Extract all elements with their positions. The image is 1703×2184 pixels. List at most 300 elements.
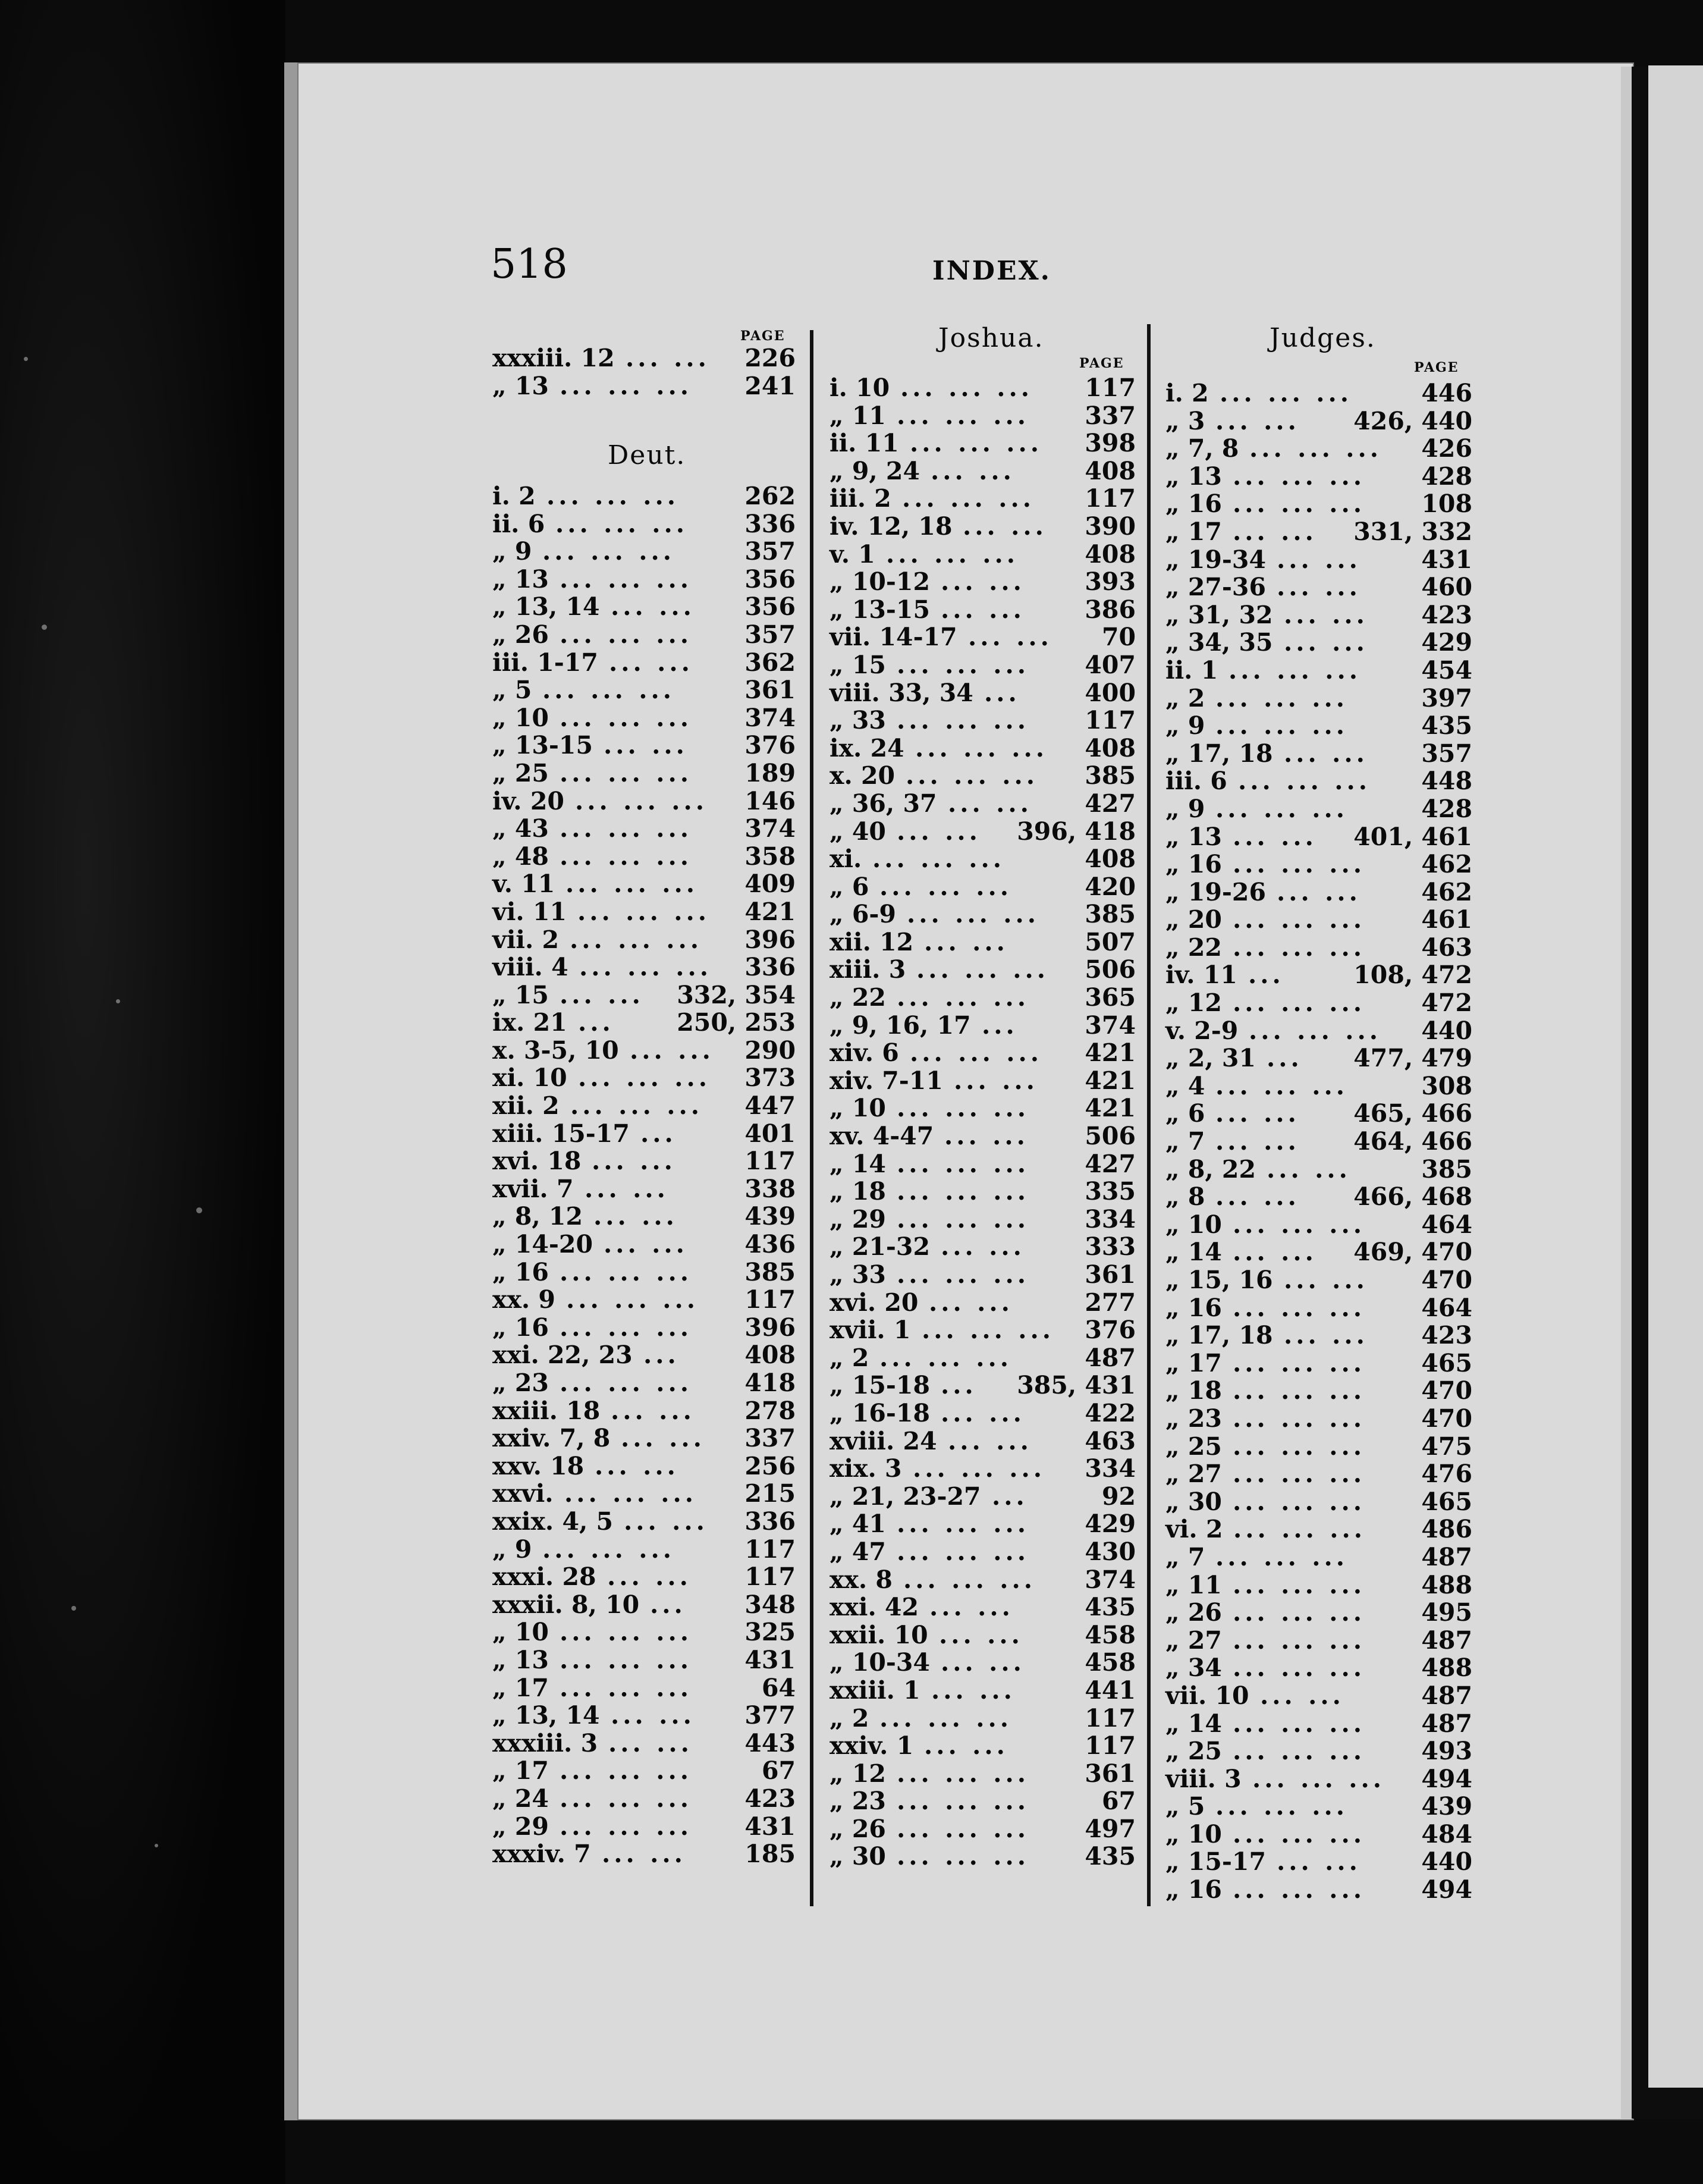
scripture-reference: „ 34, 35 (1165, 628, 1273, 657)
index-entry (1165, 1183, 1472, 1211)
scripture-reference: „ 4 (1165, 1071, 1205, 1100)
page-reference: 396 (744, 1313, 796, 1342)
scripture-reference: „ 13 (492, 371, 549, 400)
scripture-reference: xxi. 42 (829, 1593, 919, 1622)
scripture-reference: „ 9, 16, 17 (829, 1011, 971, 1040)
scripture-reference: v. 2-9 (1165, 1016, 1239, 1045)
index-entry (492, 1702, 796, 1730)
index-entry (492, 1452, 796, 1480)
dot-leader: ... ... ... (1233, 1432, 1366, 1461)
dot-leader: ... ... ... (1249, 1016, 1382, 1045)
dot-leader: ... ... (924, 1732, 1008, 1760)
scripture-reference: xxi. 22, 23 (492, 1341, 633, 1370)
scripture-reference: iv. 20 (492, 786, 564, 815)
index-entry (1165, 1710, 1472, 1738)
dot-leader: ... ... ... (1215, 1072, 1349, 1100)
page-reference: 336 (744, 1507, 796, 1536)
page-reference: 117 (744, 1285, 796, 1314)
page-edge (1621, 67, 1632, 2119)
page-reference: 435 (1421, 711, 1472, 740)
scripture-reference: „ 17, 18 (1165, 739, 1273, 768)
dot-leader: ... ... ... (1215, 1793, 1349, 1821)
page-reference: 385 (1085, 761, 1136, 790)
scripture-reference: xi. 10 (492, 1063, 567, 1093)
index-entry (492, 787, 796, 815)
scripture-reference: „ 15-18 (829, 1371, 930, 1400)
scripture-reference: „ 26 (492, 620, 549, 649)
index-entry (1165, 601, 1472, 629)
scripture-reference: „ 12 (829, 1759, 886, 1788)
page-reference: 436 (744, 1230, 796, 1259)
dot-leader: ... ... ... (879, 873, 1013, 901)
dot-leader: ... ... (1267, 1155, 1351, 1184)
page-reference: 487 (1421, 1542, 1472, 1571)
scripture-reference: „ 17 (1165, 517, 1222, 546)
scripture-reference: xvi. 18 (492, 1147, 582, 1176)
index-entry (492, 815, 796, 843)
index-entry (1165, 1377, 1472, 1405)
dot-leader: ... ... ... (1233, 1460, 1366, 1488)
scripture-reference: „ 17 (1165, 1348, 1222, 1377)
dot-leader: ... ... ... (900, 374, 1033, 402)
scripture-reference: „ 14 (1165, 1709, 1222, 1738)
dot-leader: ... ... (1215, 1183, 1300, 1211)
page-reference: 464 (1421, 1210, 1472, 1239)
scripture-reference: „ 33 (829, 706, 886, 735)
dot-leader: ... ... ... (1233, 1820, 1366, 1849)
scripture-reference: „ 15 (492, 980, 549, 1009)
dot-leader: ... ... ... (913, 1455, 1046, 1483)
page-reference: 262 (744, 482, 796, 510)
index-entry (492, 843, 796, 871)
index-entry (829, 1455, 1136, 1483)
scripture-reference: xxxiii. 3 (492, 1728, 598, 1758)
dot-leader: ... (640, 1119, 677, 1148)
dot-leader: ... ... (626, 344, 710, 372)
page-reference: 487 (1421, 1709, 1472, 1738)
dot-leader: ... ... (963, 512, 1047, 541)
index-entry (492, 1840, 796, 1868)
scripture-reference: xxii. 10 (829, 1620, 928, 1649)
dot-leader: ... ... (608, 1729, 693, 1758)
page-reference: 426 (1421, 434, 1472, 463)
page-reference: 430 (1085, 1537, 1136, 1566)
scripture-reference: „ 3 (1165, 406, 1205, 435)
page-reference: 250, 253 (677, 1008, 796, 1037)
page-reference: 335 (1085, 1177, 1136, 1206)
page-reference: 396, 418 (1017, 817, 1136, 846)
dot-leader: ... ... ... (575, 787, 708, 815)
page-reference: 507 (1085, 927, 1136, 956)
index-entry (829, 1593, 1136, 1621)
dot-leader: ... ... (1277, 1848, 1361, 1877)
dot-leader: ... (982, 1011, 1018, 1040)
dot-leader: ... ... ... (1215, 795, 1349, 823)
index-entry (1165, 851, 1472, 878)
page-reference: 386 (1085, 595, 1136, 624)
dot-leader: ... ... (607, 1563, 692, 1591)
page-reference: 506 (1085, 955, 1136, 984)
dot-leader: ... ... (954, 1066, 1038, 1095)
page-reference: 374 (744, 703, 796, 732)
index-entry (1165, 1322, 1472, 1350)
page-reference: 146 (744, 786, 796, 815)
page-reference: 461 (1421, 905, 1472, 934)
page-reference: 325 (744, 1618, 796, 1647)
scripture-reference: „ 9 (492, 1535, 532, 1564)
dot-leader: ... ... ... (1238, 767, 1371, 795)
index-entry (829, 818, 1136, 846)
index-entry (492, 676, 796, 704)
dot-leader: ... ... ... (922, 1316, 1055, 1344)
index-entry (492, 1480, 796, 1508)
scripture-reference: xiii. 15-17 (492, 1119, 630, 1148)
page-reference: 396 (744, 925, 796, 954)
page-reference: 435 (1085, 1842, 1136, 1871)
index-entry (1165, 1848, 1472, 1876)
index-entry (829, 623, 1136, 651)
page-reference: 189 (744, 758, 796, 787)
index-entry (1165, 961, 1472, 989)
dot-leader: ... ... (941, 1399, 1025, 1427)
scripture-reference: ix. 21 (492, 1008, 567, 1037)
scripture-reference: „ 17 (492, 1756, 549, 1786)
scripture-reference: „ 21-32 (829, 1232, 930, 1262)
scripture-reference: „ 9 (1165, 794, 1205, 823)
dot-leader: ... ... (611, 1702, 695, 1730)
dot-leader: ... ... (1215, 407, 1300, 435)
index-entry (1165, 573, 1472, 601)
page-reference: 421 (1085, 1066, 1136, 1095)
scripture-reference: „ 36, 37 (829, 789, 937, 818)
scripture-reference: xxiv. 7, 8 (492, 1424, 611, 1453)
scripture-reference: „ 13, 14 (492, 592, 600, 622)
dot-leader: ... ... ... (1233, 462, 1366, 491)
scripture-reference: „ 10 (1165, 1210, 1222, 1239)
page-reference: 336 (744, 509, 796, 538)
scripture-reference: „ 29 (492, 1812, 549, 1841)
page-reference: 421 (744, 897, 796, 926)
dot-leader: ... ... ... (1233, 989, 1366, 1017)
scripture-reference: „ 26 (829, 1814, 886, 1843)
index-entry (492, 1009, 796, 1037)
index-entry (829, 1843, 1136, 1871)
scripture-reference: „ 23 (1165, 1404, 1222, 1433)
page-reference: 462 (1421, 850, 1472, 879)
scripture-reference: xix. 3 (829, 1454, 902, 1483)
scripture-reference: „ 40 (829, 817, 886, 846)
dot-leader: ... ... ... (897, 1815, 1030, 1843)
index-entry (829, 1483, 1136, 1511)
index-entry (829, 1122, 1136, 1150)
scripture-reference: „ 25 (1165, 1432, 1222, 1461)
scripture-reference: xii. 12 (829, 927, 914, 956)
index-entry (492, 1785, 796, 1813)
index-entry (829, 707, 1136, 735)
dot-leader: ... ... ... (1233, 1599, 1366, 1627)
page-reference: 385, 431 (1017, 1371, 1136, 1400)
dot-leader: ... ... (941, 1649, 1025, 1677)
dot-leader: ... ... ... (560, 620, 693, 649)
index-entry (829, 1150, 1136, 1178)
dot-leader: ... ... (611, 1397, 695, 1425)
scripture-reference: xxv. 18 (492, 1451, 585, 1480)
index-entry (1165, 1128, 1472, 1156)
page-reference: 429 (1085, 1510, 1136, 1539)
page-reference: 408 (1085, 456, 1136, 485)
dot-leader: ... ... ... (916, 956, 1050, 984)
scripture-reference: „ 7 (1165, 1542, 1205, 1571)
index-entry (1165, 1876, 1472, 1904)
scripture-reference: xvii. 1 (829, 1316, 911, 1345)
page-reference: 338 (744, 1174, 796, 1203)
index-entry (829, 1316, 1136, 1344)
page-reference: 427 (1085, 789, 1136, 818)
index-entry (1165, 1488, 1472, 1516)
dot-leader: ... (1267, 1044, 1303, 1072)
index-entry (492, 649, 796, 677)
dot-leader: ... ... ... (560, 815, 693, 843)
index-entry (829, 541, 1136, 569)
index-entry (829, 402, 1136, 430)
scripture-reference: ix. 24 (829, 733, 904, 762)
page-reference: 117 (744, 1147, 796, 1176)
index-entry (492, 1231, 796, 1259)
page-reference: 117 (1085, 1703, 1136, 1733)
dot-leader: ... ... (1284, 601, 1368, 629)
scripture-reference: „ 14 (829, 1149, 886, 1178)
dot-leader: ... ... ... (910, 1039, 1043, 1067)
page-reference: 431 (1421, 545, 1472, 574)
page-reference: 117 (1085, 1731, 1136, 1761)
dot-leader: ... ... ... (1252, 1765, 1385, 1793)
dot-leader: ... ... ... (564, 1480, 697, 1508)
dot-leader: ... ... (1215, 1100, 1300, 1128)
dot-leader: ... ... ... (1233, 1709, 1366, 1738)
page-reference: 362 (744, 648, 796, 677)
page-reference: 407 (1085, 650, 1136, 679)
scripture-reference: iv. 11 (1165, 961, 1237, 990)
scripture-reference: viii. 4 (492, 953, 568, 982)
index-entry (829, 1178, 1136, 1206)
index-entry (492, 621, 796, 649)
index-entry (492, 1674, 796, 1702)
page-reference: 215 (744, 1479, 796, 1508)
page-reference: 348 (744, 1590, 796, 1619)
dot-leader: ... ... ... (897, 1261, 1030, 1289)
index-entry (492, 1341, 796, 1369)
dot-leader: ... ... ... (910, 429, 1043, 457)
page-reference: 448 (1421, 767, 1472, 796)
page-reference: 361 (744, 676, 796, 705)
scripture-reference: xxxiv. 7 (492, 1840, 591, 1869)
page-reference: 117 (744, 1535, 796, 1564)
dot-leader: ... ... ... (1233, 1349, 1366, 1377)
dot-leader: ... ... (929, 1593, 1014, 1621)
index-entry (1165, 518, 1472, 546)
page-reference: 428 (1421, 462, 1472, 491)
page-reference: 409 (744, 870, 796, 899)
scripture-reference: x. 3-5, 10 (492, 1035, 619, 1065)
page-reference: 495 (1421, 1598, 1472, 1627)
dot-leader: ... ... ... (897, 401, 1030, 430)
page-reference: 400 (1085, 678, 1136, 707)
scripture-reference: viii. 3 (1165, 1764, 1242, 1793)
page-reference: 356 (744, 564, 796, 594)
dot-leader: ... ... ... (579, 953, 712, 981)
page-reference: 365 (1085, 983, 1136, 1012)
dot-leader: ... ... (1215, 1128, 1300, 1156)
scripture-reference: „ 6 (1165, 1099, 1205, 1128)
index-entry (829, 1732, 1136, 1760)
dot-leader: ... ... ... (542, 676, 675, 704)
index-entry (829, 845, 1136, 873)
index-entry (1165, 1156, 1472, 1184)
page-reference: 337 (1085, 401, 1136, 430)
index-entry (492, 1369, 796, 1397)
page-reference: 443 (744, 1728, 796, 1758)
scripture-reference: „ 11 (829, 401, 886, 430)
scripture-reference: v. 11 (492, 870, 555, 899)
index-entry (1165, 740, 1472, 768)
page-reference: 447 (744, 1091, 796, 1121)
dot-leader: ... ... ... (897, 1787, 1030, 1815)
index-entry (492, 510, 796, 538)
dot-leader: ... ... ... (872, 845, 1006, 873)
dot-leader: ... ... (941, 1233, 1025, 1261)
dot-leader: ... ... ... (1233, 906, 1366, 934)
page-reference: 361 (1085, 1759, 1136, 1788)
index-entry (829, 1399, 1136, 1427)
page-reference: 117 (1085, 484, 1136, 513)
index-entry (1165, 934, 1472, 962)
page-reference: 427 (1085, 1149, 1136, 1178)
scripture-reference: iii. 1-17 (492, 648, 598, 677)
page-reference: 333 (1085, 1232, 1136, 1262)
index-entry (1165, 1543, 1472, 1571)
dot-leader: ... ... (621, 1424, 705, 1452)
scripture-reference: „ 16 (1165, 489, 1222, 519)
index-entry (1165, 767, 1472, 795)
index-entry (492, 1757, 796, 1785)
scripture-reference: „ 6 (829, 872, 869, 901)
scripture-reference: „ 13 (492, 564, 549, 594)
scripture-reference: „ 15-17 (1165, 1847, 1266, 1877)
page-reference: 476 (1421, 1460, 1472, 1489)
page-reference: 358 (744, 842, 796, 871)
page-reference: 465, 466 (1353, 1099, 1472, 1128)
page-reference: 423 (744, 1784, 796, 1813)
dot-leader: ... ... ... (897, 1178, 1030, 1206)
dot-leader: ... ... ... (560, 842, 693, 871)
index-entry (1165, 1515, 1472, 1543)
scripture-reference: xi. (829, 845, 862, 874)
index-entry (1165, 1821, 1472, 1849)
scripture-reference: „ 16 (1165, 1293, 1222, 1322)
scripture-reference: vii. 10 (1165, 1681, 1249, 1710)
page-reference: 426, 440 (1353, 406, 1472, 435)
scripture-reference: „ 9, 24 (829, 456, 920, 485)
dot-leader: ... ... ... (565, 870, 699, 898)
dot-leader: ... ... ... (560, 1646, 693, 1674)
scripture-reference: „ 29 (829, 1204, 886, 1234)
dot-leader: ... ... (1284, 629, 1368, 657)
index-entry (1165, 379, 1472, 407)
dot-leader: ... ... ... (879, 1704, 1013, 1733)
dot-leader: ... ... (595, 1452, 679, 1480)
page-reference: 493 (1421, 1737, 1472, 1766)
index-entry (829, 956, 1136, 984)
page-reference: 376 (1085, 1316, 1136, 1345)
dust-speck (24, 357, 28, 361)
index-entry (1165, 463, 1472, 491)
page-reference: 117 (1085, 706, 1136, 735)
dot-leader: ... ... ... (902, 485, 1035, 513)
scripture-reference: xiv. 7-11 (829, 1066, 943, 1095)
dot-leader: ... ... (630, 1036, 714, 1065)
page-reference: 439 (744, 1202, 796, 1231)
dot-leader: ... ... ... (906, 762, 1039, 790)
dot-leader: ... ... ... (560, 1784, 693, 1813)
section-title-joshua: Joshua. (938, 323, 1044, 353)
page-reference: 376 (744, 731, 796, 760)
page-reference: 421 (1085, 1038, 1136, 1068)
scripture-reference: „ 15, 16 (1165, 1266, 1273, 1294)
index-entry (829, 1206, 1136, 1234)
scripture-reference: „ 22 (1165, 933, 1222, 962)
index-entry (1165, 490, 1472, 518)
dot-leader: ... (578, 1009, 614, 1037)
column-divider (1147, 324, 1151, 1906)
scripture-reference: „ 9 (1165, 711, 1205, 740)
page-reference: 488 (1421, 1653, 1472, 1683)
dot-leader: ... ... ... (577, 898, 711, 926)
dot-leader: ... ... ... (566, 1286, 699, 1314)
scripture-reference: „ 16 (492, 1313, 549, 1342)
dot-leader: ... ... (1233, 1238, 1317, 1266)
dot-leader: ... ... ... (560, 1313, 693, 1342)
index-entry (829, 1510, 1136, 1538)
dot-leader: ... ... ... (560, 565, 693, 594)
index-entry (492, 372, 796, 400)
page-reference: 398 (1085, 429, 1136, 458)
scripture-reference: „ 5 (492, 676, 532, 705)
index-entry (829, 1705, 1136, 1733)
index-entry (829, 1677, 1136, 1705)
scripture-reference: i. 2 (1165, 379, 1209, 407)
dot-leader: ... ... ... (546, 482, 680, 510)
page-reference: 429 (1421, 628, 1472, 657)
scripture-reference: „ 43 (492, 814, 549, 843)
dot-leader: ... ... ... (1233, 1488, 1366, 1516)
scripture-reference: „ 19-26 (1165, 877, 1266, 906)
page-reference: 484 (1421, 1819, 1472, 1849)
index-entry (1165, 1211, 1472, 1239)
scripture-reference: xiii. 3 (829, 955, 906, 984)
index-entry (492, 1646, 796, 1674)
index-entry (1165, 1044, 1472, 1072)
index-entry (492, 566, 796, 594)
scripture-reference: „ 5 (1165, 1792, 1205, 1821)
index-entry (829, 1233, 1136, 1261)
page-reference: 377 (744, 1701, 796, 1730)
scripture-reference: „ 19-34 (1165, 545, 1266, 574)
scripture-reference: vii. 2 (492, 925, 560, 954)
page-reference: 278 (744, 1396, 796, 1425)
dot-leader: ... ... ... (1233, 1515, 1366, 1543)
index-entry (829, 1289, 1136, 1317)
dot-leader: ... ... ... (897, 1205, 1030, 1234)
